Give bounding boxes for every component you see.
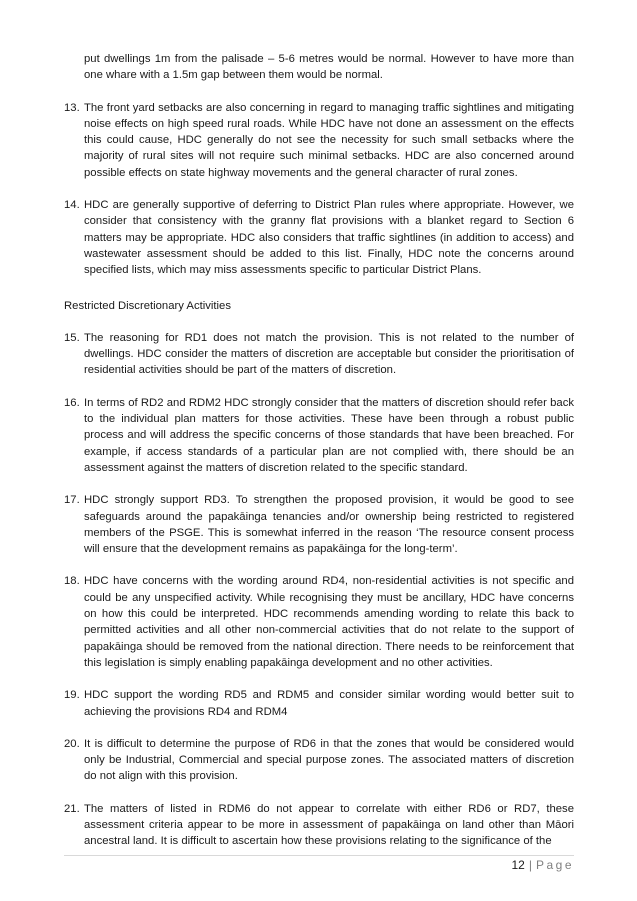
section-heading: Restricted Discretionary Activities [64, 299, 231, 312]
paragraph-number: 19. [64, 689, 80, 702]
paragraph-text: HDC support the wording RD5 and RDM5 and consider similar wording would better suit to achieving the provisions RD4 and RDM4 [84, 689, 574, 718]
footer-divider [64, 855, 574, 856]
numbered-list-a [64, 100, 574, 279]
numbered-paragraph [64, 801, 574, 850]
paragraph-number: 21. [64, 802, 80, 815]
numbered-paragraph [64, 736, 574, 785]
paragraph-text: HDC strongly support RD3. To strengthen the proposed provision, it would be good to see safeguards around the papakāinga tenancies and/or ownership being restricted to registered members of the PSGE. This is somewhat inferred in the reason ‘The resource consent process will ensure that the development remains as papakāinga for the long-term’. [84, 494, 574, 556]
page-label: Page [535, 858, 574, 872]
paragraph-number: 17. [64, 494, 80, 507]
continuation-paragraph: put dwellings 1m from the palisade – 5-6 metres would be normal. However to have more than one whare with a 1.5m gap between them would be normal. [84, 53, 574, 82]
numbered-paragraph [64, 573, 574, 671]
numbered-paragraph [64, 197, 574, 278]
page-footer [511, 858, 574, 872]
numbered-paragraph [64, 492, 574, 557]
footer-separator: | [528, 858, 532, 872]
numbered-paragraph [64, 100, 574, 181]
paragraph-number: 20. [64, 737, 80, 750]
paragraph-text: HDC are generally supportive of deferring to District Plan rules where appropriate. However, we consider that consistency with the granny flat provisions with a blanket regard to Section 6 matters may be appropriate. HDC also considers that traffic sightlines (in addition to access) and wastewater assessment should be added to this list. Finally, HDC note the concerns around specified lists, which may miss assessments specific to particular District Plans. [84, 199, 574, 277]
numbered-list-b [64, 330, 574, 850]
paragraph-number: 14. [64, 199, 80, 212]
page-body [64, 51, 574, 850]
numbered-paragraph [64, 330, 574, 379]
page-number: 12 [511, 858, 525, 872]
paragraph-number: 16. [64, 396, 80, 409]
paragraph-text: The reasoning for RD1 does not match the provision. This is not related to the number of dwellings. HDC consider the matters of discretion are acceptable but consider the prioritisation of residential activities should be part of the matters of discretion. [84, 331, 574, 377]
numbered-paragraph [64, 395, 574, 476]
paragraph-text: In terms of RD2 and RDM2 HDC strongly consider that the matters of discretion should refer back to the individual plan matters for those activities. These have been through a robust public process and will address the specific concerns of those standards that have been breached. For example, if access standards of a particular plan are not complied with, there should be an assessment against the matters of discretion related to the specific standard. [84, 396, 574, 474]
paragraph-text: HDC have concerns with the wording around RD4, non-residential activities is not specific and could be any unspecified activity. While recognising they must be ancillary, HDC have concerns on how this could be interpreted. HDC recommends amending wording to relate this back to permitted activities and all other non-commercial activities that do not relate to the support of papakāinga should be removed from the national direction. There needs to be reinforcement that this legislation is simply enabling papakāinga development and no other activities. [84, 575, 574, 669]
paragraph-text: It is difficult to determine the purpose of RD6 in that the zones that would be considered would only be Industrial, Commercial and special purpose zones. The associated matters of discretion do not align with this provision. [84, 737, 574, 783]
paragraph-text: The matters of listed in RDM6 do not appear to correlate with either RD6 or RD7, these assessment criteria appear to be more in assessment of papakāinga on land other than Māori ancestral land. It is difficult to ascertain how these provisions relating to the significance of the [84, 802, 574, 848]
paragraph-number: 15. [64, 331, 80, 344]
paragraph-text: The front yard setbacks are also concerning in regard to managing traffic sightlines and mitigating noise effects on high speed rural roads. While HDC have not done an assessment on the effects this could cause, HDC generally do not see the necessity for such small setbacks where the majority of rural sites will not require such minimal setbacks. HDC are also concerned around possible effects on state highway movements and the general character of rural zones. [84, 101, 574, 179]
paragraph-number: 13. [64, 101, 80, 114]
numbered-paragraph [64, 687, 574, 720]
paragraph-number: 18. [64, 575, 80, 588]
